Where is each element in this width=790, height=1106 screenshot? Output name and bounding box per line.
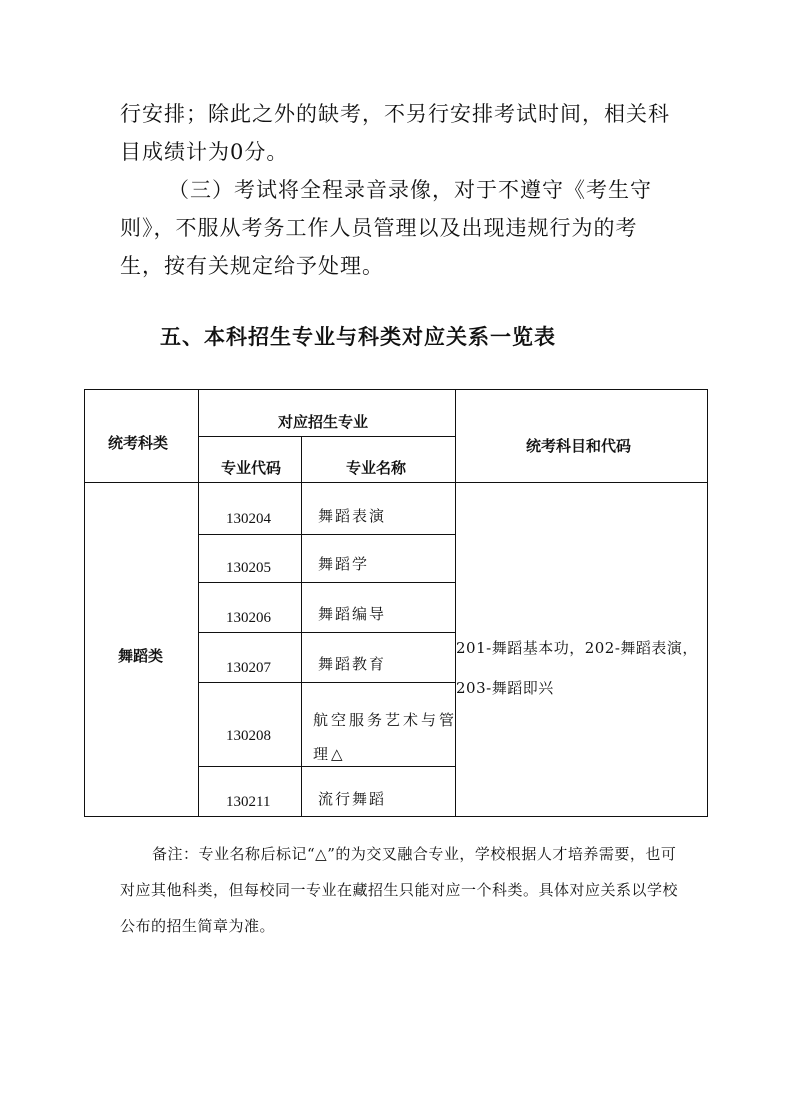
major-code-cell: 130204 (226, 511, 271, 527)
major-code-cell: 130211 (226, 794, 271, 810)
header-major-group: 对应招生专业 (278, 413, 369, 431)
major-name-cell: 舞蹈学 (318, 555, 370, 573)
header-major-name: 专业名称 (346, 459, 407, 477)
paragraph-exam-absence: 行安排；除此之外的缺考，不另行安排考试时间，相关科目成绩计为0分。 (120, 102, 670, 164)
section-heading: 五、本科招生专业与科类对应关系一览表 (160, 325, 556, 349)
paragraph-exam-recording: （三）考试将全程录音录像，对于不遵守《考生守则》，不服从考务工作人员管理以及出现违规行为的考生，按有关规定给予处理。 (120, 178, 652, 278)
major-code-cell: 130206 (226, 610, 271, 626)
major-name-cell: 舞蹈教育 (318, 655, 387, 673)
category-cell: 舞蹈类 (118, 647, 164, 665)
major-code-cell: 130208 (226, 728, 271, 744)
major-code-cell: 130205 (226, 560, 271, 576)
major-code-cell: 130207 (226, 660, 271, 676)
header-category: 统考科类 (108, 434, 169, 452)
subjects-cell: 201-舞蹈基本功，202-舞蹈表演，203-舞蹈即兴 (456, 639, 698, 697)
header-major-code: 专业代码 (221, 459, 282, 477)
major-name-cell: 流行舞蹈 (318, 790, 387, 808)
major-name-cell: 航空服务艺术与管理△ (313, 711, 458, 763)
footnote: 备注：专业名称后标记“△”的为交叉融合专业，学校根据人才培养需要，也可对应其他科类，但每校同一专业在藏招生只能对应一个科类。具体对应关系以学校公布的招生简章为准。 (120, 845, 679, 935)
header-subjects: 统考科目和代码 (526, 437, 632, 455)
major-name-cell: 舞蹈表演 (318, 507, 387, 525)
major-name-cell: 舞蹈编导 (318, 605, 387, 623)
